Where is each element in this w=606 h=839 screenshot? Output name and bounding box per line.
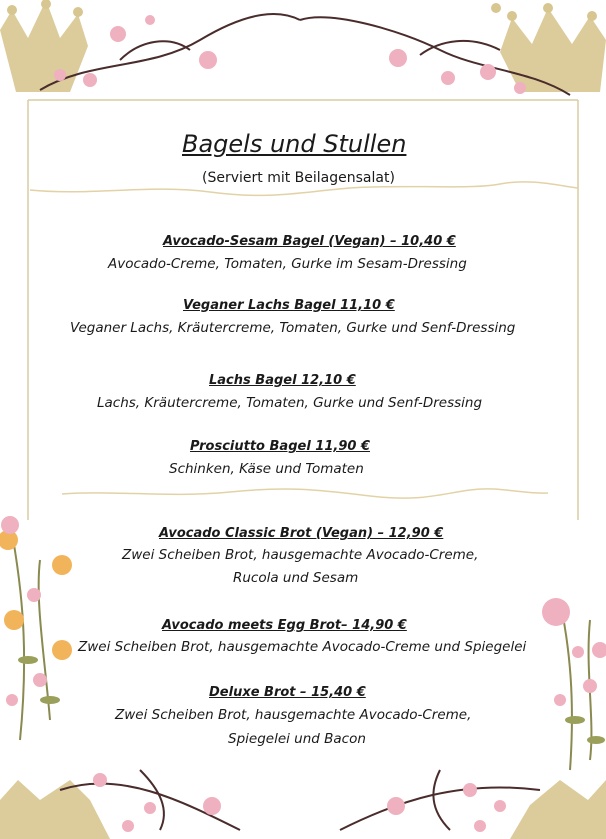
menu-title: Bagels und Stullen <box>182 130 407 158</box>
menu-item-name: Avocado-Sesam Bagel (Vegan) – 10,40 € <box>163 234 456 249</box>
menu-item-name: Deluxe Brot – 15,40 € <box>209 685 366 700</box>
menu-item-description: Lachs, Kräutercreme, Tomaten, Gurke und Senf-Dressing <box>97 395 483 411</box>
middle-divider <box>62 489 548 498</box>
crown-icon <box>491 3 606 92</box>
crown-icon <box>0 0 88 92</box>
menu-item-description: Veganer Lachs, Kräutercreme, Tomaten, Gurke und Senf-Dressing <box>70 320 516 336</box>
flower-cluster-left <box>0 516 72 740</box>
menu-subtitle: (Serviert mit Beilagensalat) <box>202 170 395 186</box>
menu-item-description: Zwei Scheiben Brot, hausgemachte Avocado-Creme und Spiegelei <box>78 639 527 655</box>
menu-item-name: Lachs Bagel 12,10 € <box>209 373 356 388</box>
menu-item-description: Avocado-Creme, Tomaten, Gurke im Sesam-Dressing <box>108 256 467 272</box>
menu-item-name: Avocado meets Egg Brot– 14,90 € <box>162 618 407 633</box>
flower-cluster-right <box>542 598 606 770</box>
menu-item-name: Avocado Classic Brot (Vegan) – 12,90 € <box>159 526 444 541</box>
menu-item-description: Spiegelei und Bacon <box>228 731 366 747</box>
menu-item-description: Schinken, Käse und Tomaten <box>169 461 364 477</box>
menu-item-description: Rucola und Sesam <box>233 570 359 586</box>
menu-item-description: Zwei Scheiben Brot, hausgemachte Avocado-Creme, <box>122 547 479 563</box>
menu-item-description: Zwei Scheiben Brot, hausgemachte Avocado-Creme, <box>115 707 472 723</box>
crown-icon <box>0 780 110 839</box>
menu-item-name: Prosciutto Bagel 11,90 € <box>190 439 370 454</box>
menu-item-name: Veganer Lachs Bagel 11,10 € <box>183 298 395 313</box>
